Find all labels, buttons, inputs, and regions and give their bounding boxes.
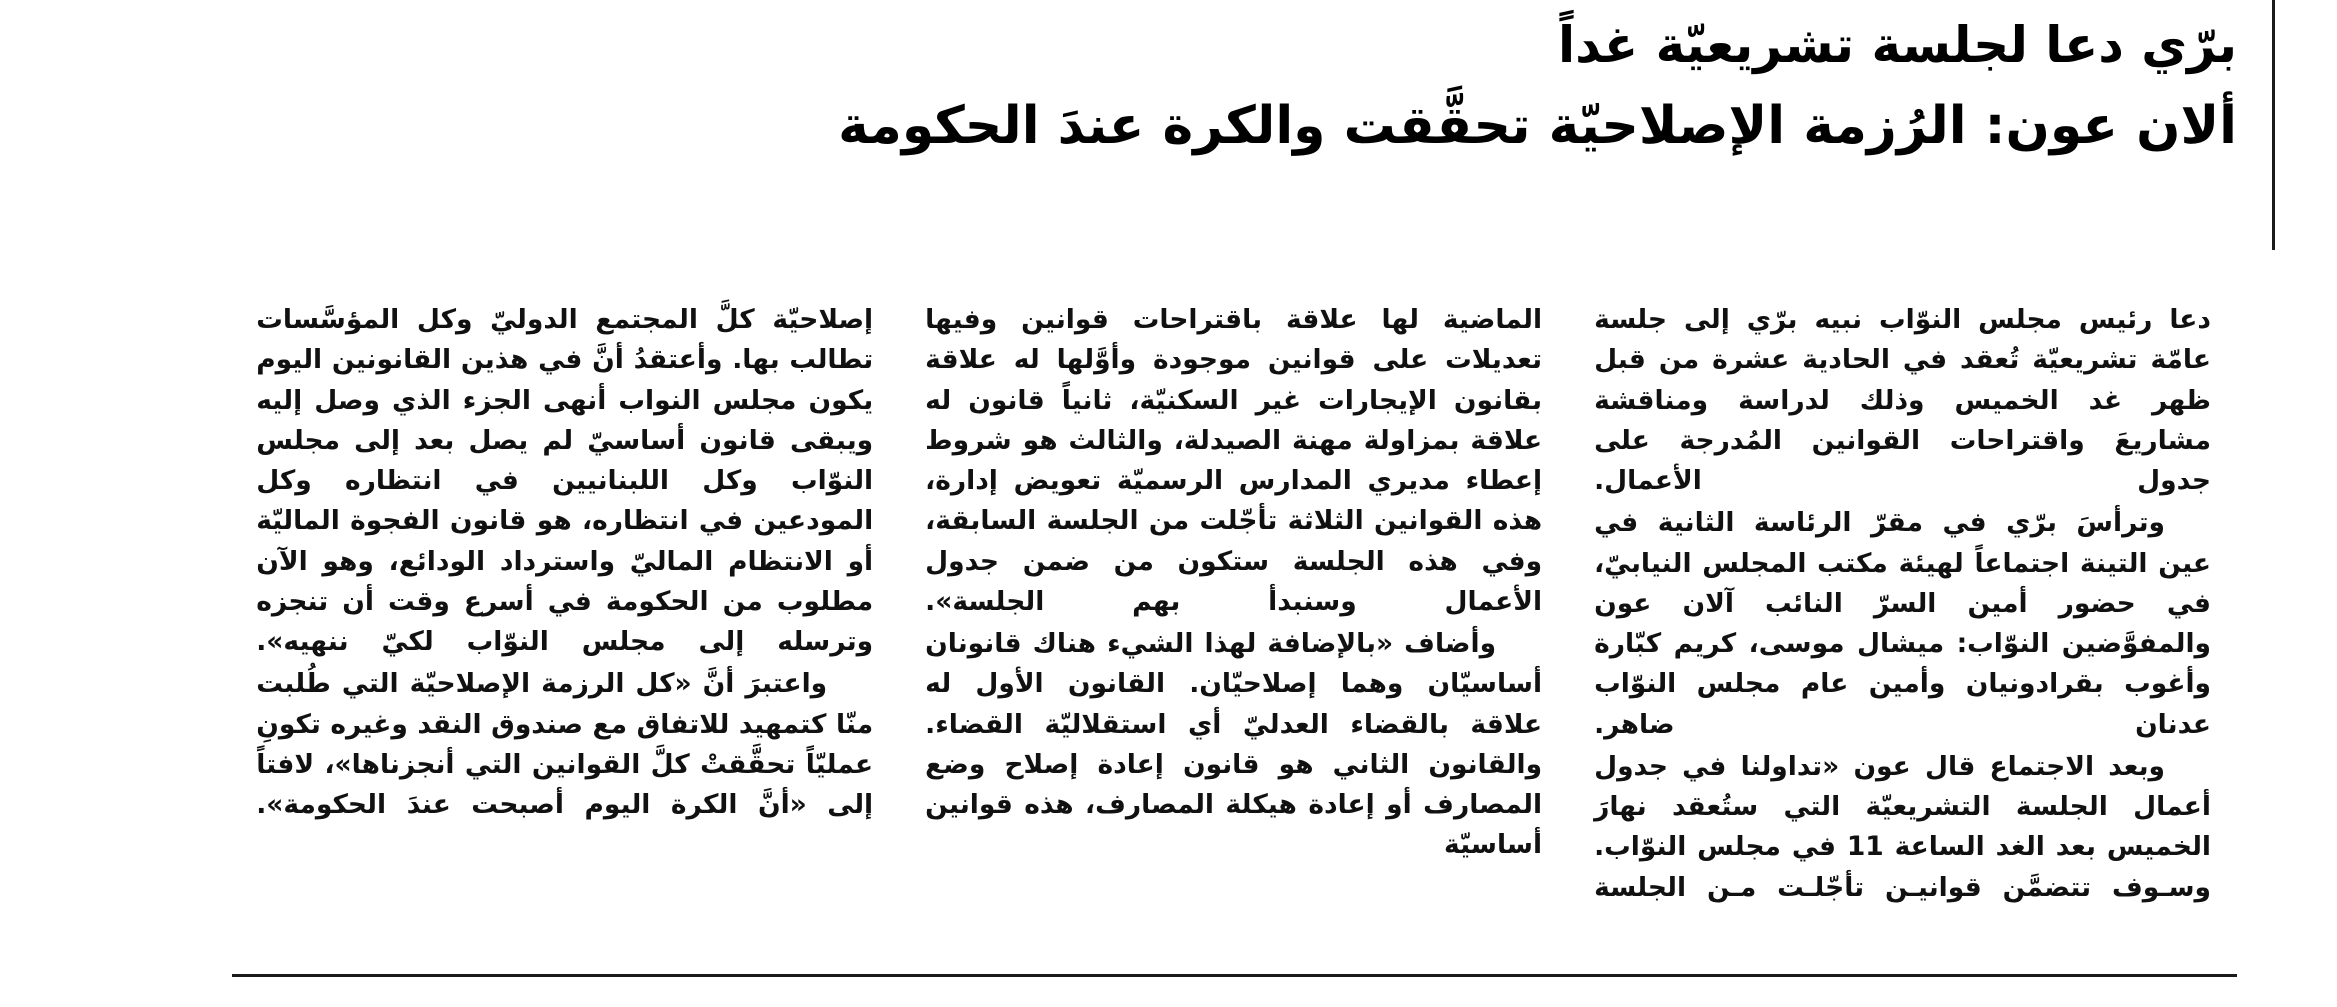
paragraph: واعتبرَ أنَّ «كل الرزمة الإصلاحيّة التي طُلبت منّا كتمهيد للاتفاق مع صندوق النقد وغيره تكونِ عمليّاً تحقَّقتْ كلَّ القوانين التي أنجزناها»، لافتاً إلى «أنَّ الكرة اليوم أصبحت عندَ الحكومة». <box>256 668 874 821</box>
column-left <box>230 300 899 908</box>
paragraph: دعا رئيس مجلس النوّاب نبيه برّي إلى جلسة عامّة تشريعيّة تُعقد في الحادية عشرة من قبل ظهر غد الخميس وذلك لدراسة ومناقشة مشاريعَ واقتراحات القوانين المُدرجة على جدول الأعمال. <box>1594 304 2211 497</box>
article-kicker: برّي دعا لجلسة تشريعيّة غداً <box>1557 16 2237 74</box>
article-body <box>230 300 2237 908</box>
headline-block <box>230 14 2237 160</box>
paragraph: وبعد الاجتماع قال عون «تداولنا في جدول أعمال الجلسة التشريعيّة التي ستُعقد نهارَ الخميس بعد الغد الساعة 11 في مجلس النوّاب. وسـوف تتضمَّن قوانيـن تأجّلـت مـن الجلسة <box>1594 750 2212 903</box>
column-right <box>1568 300 2237 908</box>
column-middle <box>899 300 1568 908</box>
right-vertical-rule <box>2272 0 2275 250</box>
paragraph: إصلاحيّة كلَّ المجتمع الدوليّ وكل المؤسَّسات تطالب بها. وأعتقدُ أنَّ في هذين القانونين اليوم يكون مجلس النواب أنهى الجزء الذي وصل إليه ويبقى قانون أساسيّ لم يصل بعد إلى مجلس النوّاب وكل اللبنانيين في انتظاره وكل المودعين في انتظاره، هو قانون الفجوة الماليّة أو الانتظام الماليّ واسترداد الودائع، وهو الآن مطلوب من الحكومة في أسرع وقت أن تنجزه وترسله إلى مجلس النوّاب لكيّ ننهيه». <box>256 304 874 658</box>
paragraph: وترأسَ برّي في مقرّ الرئاسة الثانية في عين التينة اجتماعاً لهيئة مكتب المجلس النيابيّ، في حضور أمين السرّ النائب آلان عون والمفوَّضين النوّاب: ميشال موسى، كريم كبّارة وأغوب بقرادونيان وأمين عام مجلس النوّاب عدنان ضاهر. <box>1594 507 2211 740</box>
paragraph: وأضاف «بالإضافة لهذا الشيء هناك قانونان أساسيّان وهما إصلاحيّان. القانون الأول له علاقة بالقضاء العدليّ أي استقلاليّة القضاء. والقانون الثاني هو قانون إعادة إصلاح وضع المصارف أو إعادة هيكلة المصارف، هذه قوانين أساسيّة <box>925 628 1543 861</box>
paragraph: الماضية لها علاقة باقتراحات قوانين وفيها تعديلات على قوانين موجودة وأوَّلها له علاقة بقانون الإيجارات غير السكنيّة، ثانياً قانون له علاقة بمزاولة مهنة الصيدلة، والثالث هو شروط إعطاء مديري المدارس الرسميّة تعويض إدارة، هذه القوانين الثلاثة تأجّلت من الجلسة السابقة، وفي هذه الجلسة ستكون من ضمن جدول الأعمال وسنبدأ بهم الجلسة». <box>925 304 1543 617</box>
bottom-horizontal-rule <box>232 974 2237 977</box>
article-headline: ألان عون: الرُزمة الإصلاحيّة تحقَّقت والكرة عندَ الحكومة <box>838 95 2237 156</box>
